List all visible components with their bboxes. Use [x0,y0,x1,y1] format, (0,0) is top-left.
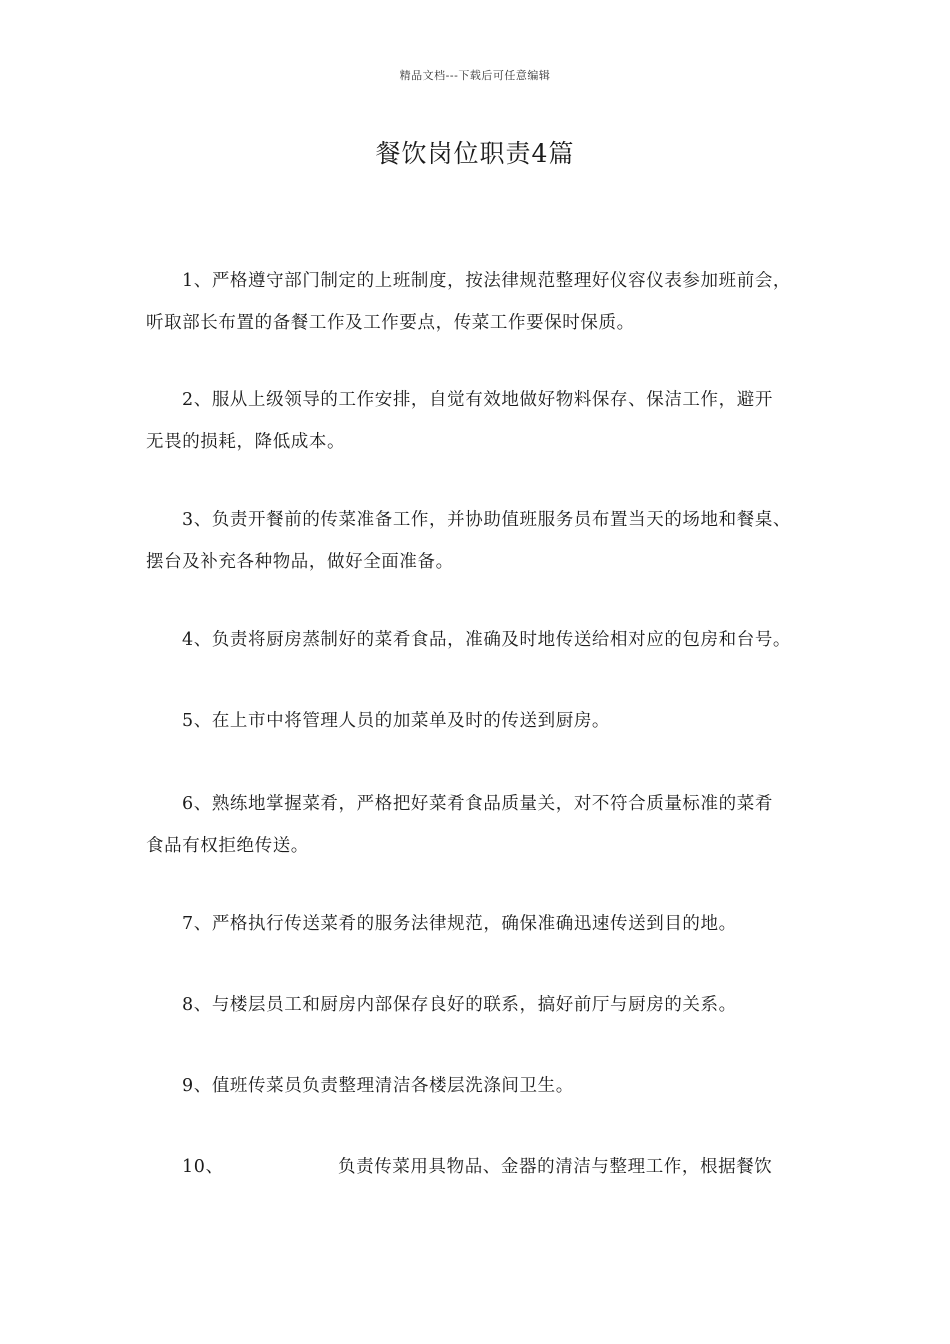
paragraph-line: 听取部长布置的备餐工作及工作要点，传菜工作要保时保质。 [146,313,635,333]
document-title: 餐饮岗位职责4篇 [375,139,575,168]
paragraph-line: 6、熟练地掌握菜肴，严格把好菜肴食品质量关，对不符合质量标准的菜肴 [182,794,773,814]
paragraph-line: 1、严格遵守部门制定的上班制度，按法律规范整理好仪容仪表参加班前会， [182,271,792,291]
paragraph-9 [146,1067,826,1105]
paragraph-number: 10、 [182,1157,224,1177]
paragraph-line: 4、负责将厨房蒸制好的菜肴食品，准确及时地传送给相对应的包房和台号。 [182,630,792,650]
paragraph-line: 5、在上市中将管理人员的加菜单及时的传送到厨房。 [182,711,611,731]
paragraph-line: 2、服从上级领导的工作安排，自觉有效地做好物料保存、保洁工作，避开 [182,390,773,410]
paragraph-line: 摆台及补充各种物品，做好全面准备。 [146,552,454,572]
paragraph-line: 8、与楼层员工和厨房内部保存良好的联系，搞好前厅与厨房的关系。 [182,995,737,1015]
paragraph-1 [146,262,826,342]
paragraph-line: 9、值班传菜员负责整理清洁各楼层洗涤间卫生。 [182,1076,574,1096]
paragraph-5 [146,702,826,740]
paragraph-8 [146,986,826,1024]
paragraph-line: 无畏的损耗，降低成本。 [146,432,346,452]
paragraph-7 [146,905,826,943]
paragraph-2 [146,381,826,461]
header-note: 精品文档---下载后可任意编辑 [399,69,551,82]
paragraph-line: 7、严格执行传送菜肴的服务法律规范，确保准确迅速传送到目的地。 [182,914,737,934]
paragraph-line: 3、负责开餐前的传菜准备工作，并协助值班服务员布置当天的场地和餐桌、 [182,510,792,530]
paragraph-6 [146,785,826,865]
paragraph-4 [146,621,826,659]
paragraph-line: 食品有权拒绝传送。 [146,836,309,856]
paragraph-line: 负责传菜用具物品、金器的清洁与整理工作，根据餐饮 [338,1157,773,1177]
paragraph-3 [146,501,826,581]
